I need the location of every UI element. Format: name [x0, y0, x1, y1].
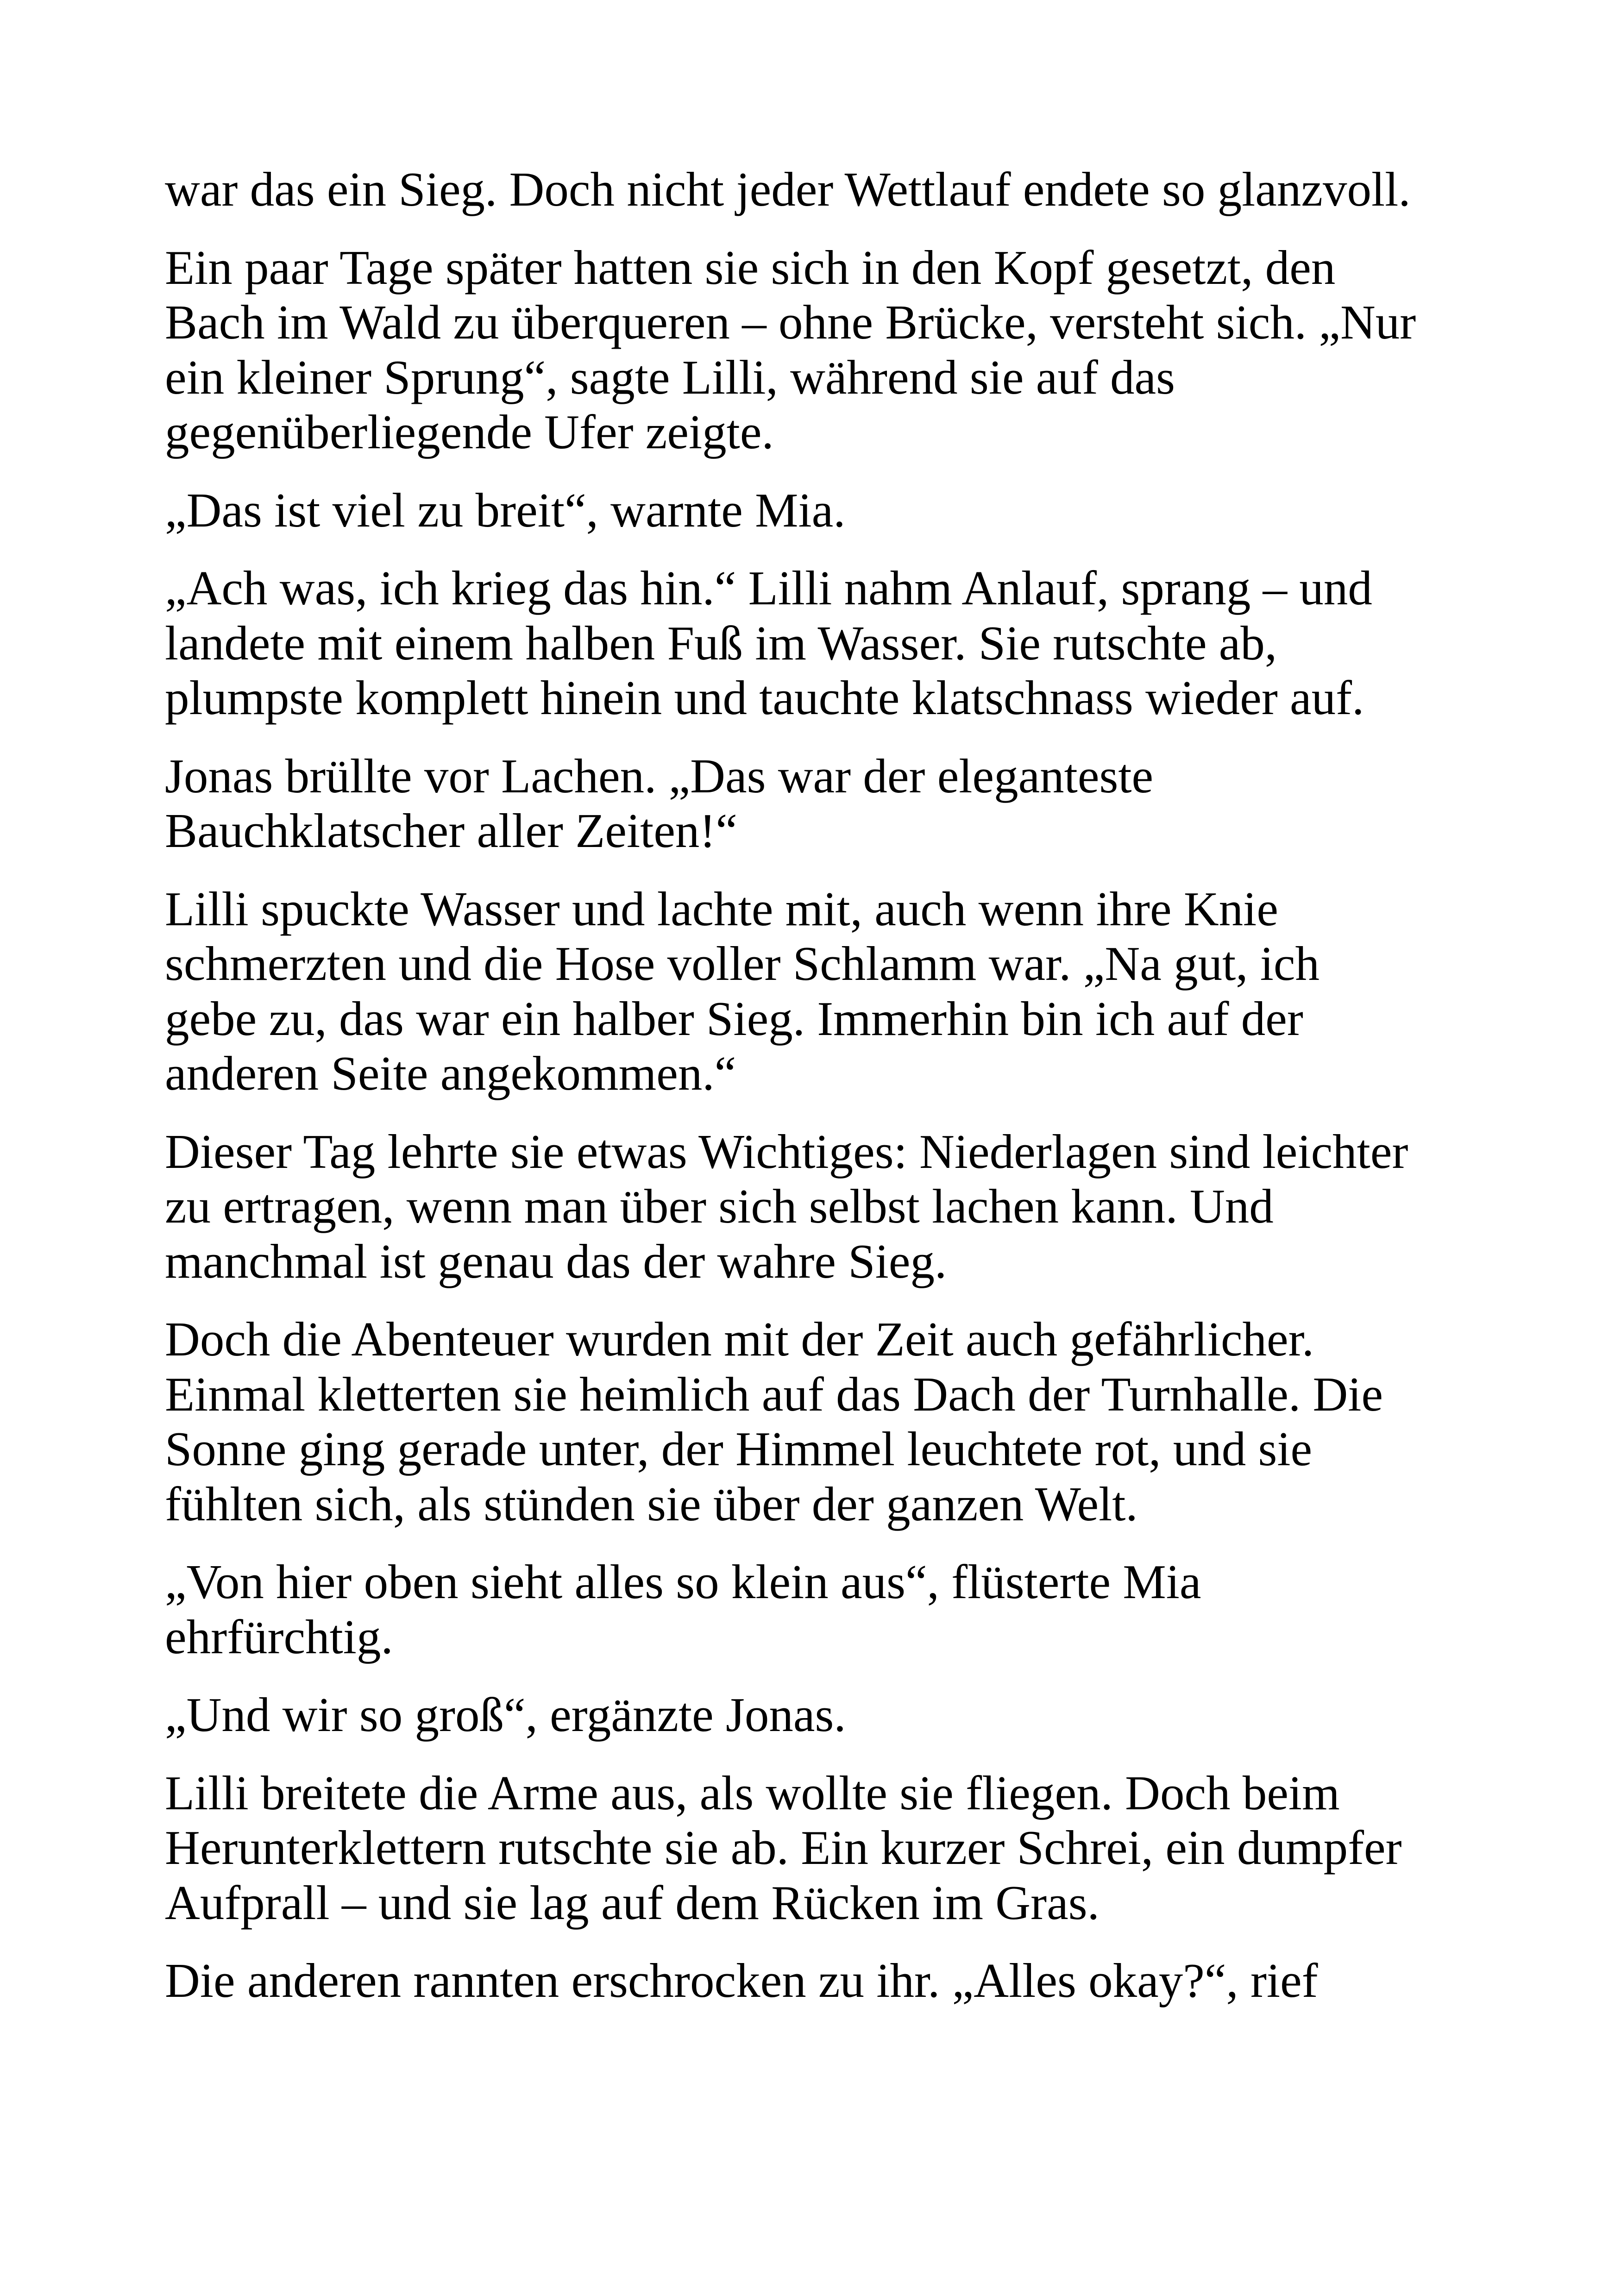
text-line: gegenüberliegende Ufer zeigte. [165, 405, 774, 459]
text-line: Bach im Wald zu überqueren – ohne Brücke, versteht sich. „Nur [165, 295, 1416, 349]
text-line: Die anderen rannten erschrocken zu ihr. „Alles okay?“, rief [165, 1953, 1318, 2007]
text-line: manchmal ist genau das der wahre Sieg. [165, 1234, 947, 1288]
text-line: Bauchklatscher aller Zeiten!“ [165, 803, 738, 858]
text-line: landete mit einem halben Fuß im Wasser. Sie rutschte ab, [165, 615, 1277, 670]
text-line: anderen Seite angekommen.“ [165, 1046, 736, 1100]
text-line: fühlten sich, als stünden sie über der ganzen Welt. [165, 1476, 1138, 1531]
text-line: schmerzten und die Hose voller Schlamm war. „Na gut, ich [165, 936, 1320, 991]
paragraph [165, 1766, 1499, 1931]
text-line: Sonne ging gerade unter, der Himmel leuchtete rot, und sie [165, 1422, 1313, 1476]
text-line: gebe zu, das war ein halber Sieg. Immerhin bin ich auf der [165, 991, 1303, 1046]
paragraph [165, 1312, 1499, 1531]
paragraph [165, 882, 1499, 1101]
text-line: „Ach was, ich krieg das hin.“ Lilli nahm Anlauf, sprang – und [165, 561, 1372, 615]
text-line: Aufprall – und sie lag auf dem Rücken im Gras. [165, 1875, 1100, 1930]
text-line: Lilli breitete die Arme aus, als wollte sie fliegen. Doch beim [165, 1765, 1340, 1820]
paragraph [165, 483, 1499, 538]
body-text [165, 162, 1499, 2032]
text-line: plumpste komplett hinein und tauchte klatschnass wieder auf. [165, 671, 1364, 725]
text-line: war das ein Sieg. Doch nicht jeder Wettlauf endete so glanzvoll. [165, 162, 1411, 216]
paragraph [165, 162, 1499, 217]
text-line: Ein paar Tage später hatten sie sich in den Kopf gesetzt, den [165, 240, 1336, 295]
paragraph [165, 749, 1499, 859]
text-line: Lilli spuckte Wasser und lachte mit, auch wenn ihre Knie [165, 881, 1278, 936]
text-line: Jonas brüllte vor Lachen. „Das war der eleganteste [165, 748, 1154, 803]
text-line: ehrfürchtig. [165, 1609, 393, 1664]
text-line: Dieser Tag lehrte sie etwas Wichtiges: Niederlagen sind leichter [165, 1124, 1408, 1179]
text-line: zu ertragen, wenn man über sich selbst lachen kann. Und [165, 1179, 1274, 1233]
paragraph [165, 1124, 1499, 1289]
text-line: „Und wir so groß“, ergänzte Jonas. [165, 1687, 846, 1742]
paragraph [165, 1555, 1499, 1664]
paragraph [165, 561, 1499, 726]
text-line: Herunterklettern rutschte sie ab. Ein kurzer Schrei, ein dumpfer [165, 1820, 1402, 1875]
paragraph [165, 240, 1499, 460]
paragraph [165, 1687, 1499, 1743]
text-line: „Von hier oben sieht alles so klein aus“, flüsterte Mia [165, 1555, 1201, 1609]
paragraph [165, 1953, 1499, 2008]
text-line: Einmal kletterten sie heimlich auf das Dach der Turnhalle. Die [165, 1367, 1383, 1421]
text-line: Doch die Abenteuer wurden mit der Zeit auch gefährlicher. [165, 1312, 1314, 1366]
text-line: „Das ist viel zu breit“, warnte Mia. [165, 483, 846, 537]
text-line: ein kleiner Sprung“, sagte Lilli, während sie auf das [165, 350, 1175, 404]
